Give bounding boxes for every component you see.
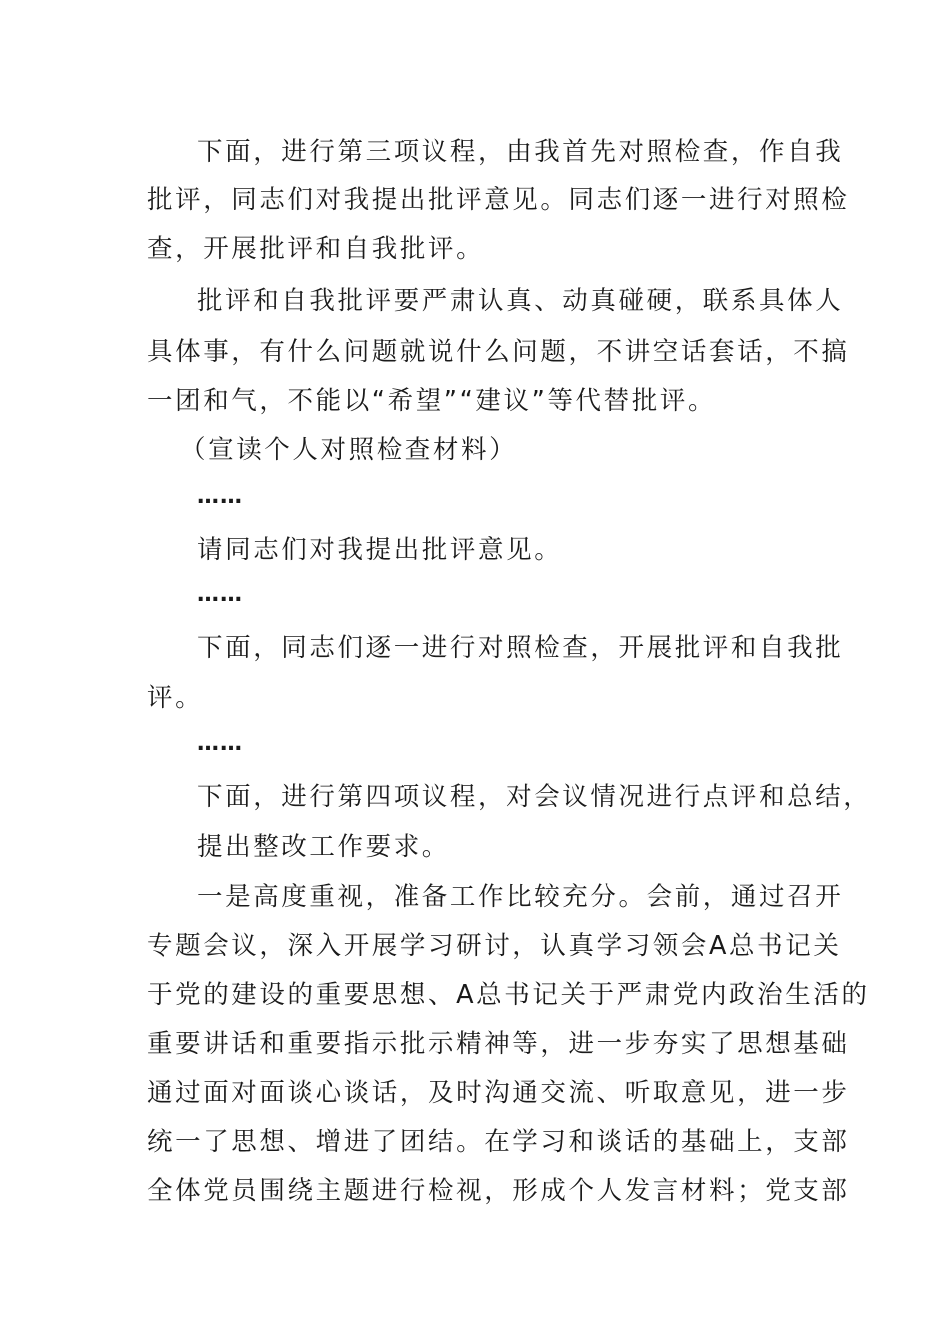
text-line: 全体党员围绕主题进行检视，形成个人发言材料；党支部 [147, 1176, 850, 1206]
text-line: 统一了思想、增进了团结。在学习和谈话的基础上，支部 [147, 1127, 850, 1157]
ellipsis-line: …… [197, 731, 243, 756]
text-line: 下面，进行第四项议程，对会议情况进行点评和总结， [197, 782, 872, 812]
text-line: 请同志们对我提出批评意见。 [197, 535, 563, 565]
text-line: 下面，进行第三项议程，由我首先对照检查，作自我 [197, 137, 844, 167]
text-line: 于党的建设的重要思想、A总书记关于严肃党内政治生活的 [147, 980, 870, 1010]
text-line: 查，开展批评和自我批评。 [147, 234, 485, 264]
text-line: （宣读个人对照检查材料） [180, 435, 518, 465]
text-line: 提出整改工作要求。 [197, 832, 450, 862]
text-line: 批评和自我批评要严肃认真、动真碰硬，联系具体人 [197, 286, 844, 316]
text-line: 下面，同志们逐一进行对照检查，开展批评和自我批 [197, 633, 844, 663]
ellipsis-line: …… [197, 484, 243, 509]
text-line: 一是高度重视，准备工作比较充分。会前，通过召开 [197, 882, 844, 912]
text-line: 评。 [147, 683, 204, 713]
ellipsis-line: …… [197, 582, 243, 607]
text-line: 专题会议，深入开展学习研讨，认真学习领会A总书记关 [147, 931, 842, 961]
text-line: 一团和气，不能以“希望”“建议”等代替批评。 [147, 386, 717, 416]
text-line: 重要讲话和重要指示批示精神等，进一步夯实了思想基础 [147, 1029, 850, 1059]
text-line: 通过面对面谈心谈话，及时沟通交流、听取意见，进一步 [147, 1078, 850, 1108]
text-line: 具体事，有什么问题就说什么问题，不讲空话套话，不搞 [147, 337, 850, 367]
text-line: 批评，同志们对我提出批评意见。同志们逐一进行对照检 [147, 185, 850, 215]
